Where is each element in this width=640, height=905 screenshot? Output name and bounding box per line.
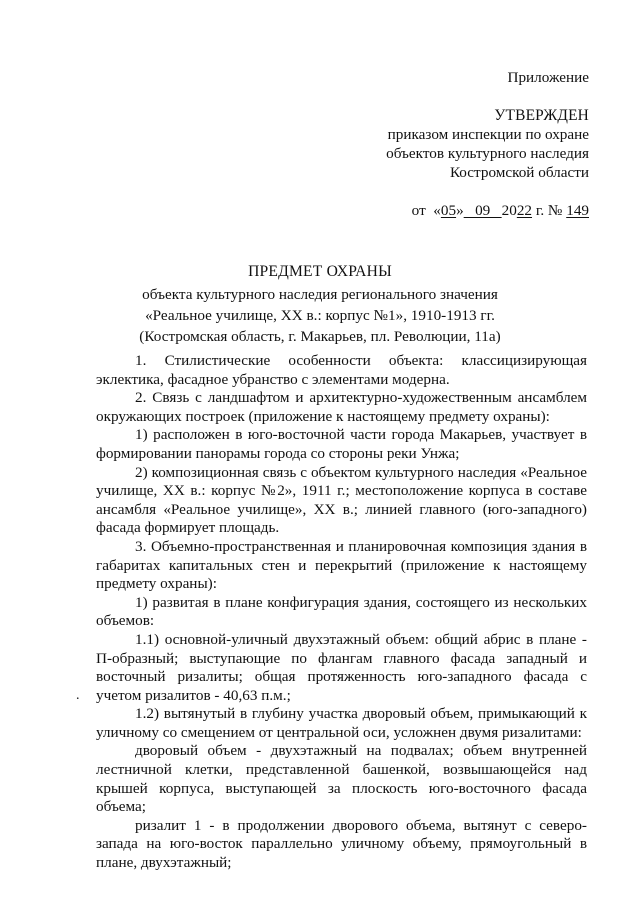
date-year-suffix: 22 <box>516 202 533 219</box>
document-title: ПРЕДМЕТ ОХРАНЫ <box>248 263 392 280</box>
paragraph-7: 1.1) основной-уличный двухэтажный объем: общий абрис в плане - П-образный; выступающие по флангам главного фасада западный и восточный ризалиты; общая протяженность юго-западного фасада с учетом ризалитов - 40,63 п.м.; <box>96 630 587 704</box>
paragraph-2: 2. Связь с ландшафтом и архитектурно-художественным ансамблем окружающих построек (приложение к настоящему предмету охраны): <box>96 389 587 425</box>
approval-header <box>386 68 589 239</box>
order-line-3: Костромской области <box>449 164 589 181</box>
title-line-3: (Костромская область, г. Макарьев, пл. Революции, 11а) <box>139 328 501 345</box>
date-prefix: от « <box>411 202 441 219</box>
order-date-line <box>386 182 589 239</box>
paragraph-5: 3. Объемно-пространственная и планировочная композиция здания в габаритах капитальных стен и перекрытий (приложение к настоящему предмету охраны): <box>96 537 587 593</box>
paragraph-3: 1) расположен в юго-восточной части города Макарьев, участвует в формировании панорамы города со стороны реки Унжа; <box>96 426 587 462</box>
date-mid: » <box>456 202 464 219</box>
order-line-2: объектов культурного наследия <box>386 145 589 162</box>
title-line-1: объекта культурного наследия регионального значения <box>142 286 498 303</box>
document-title-block <box>0 262 640 346</box>
order-line-1: приказом инспекции по охране <box>387 126 589 143</box>
paragraph-1: 1. Стилистические особенности объекта: классицизирующая эклектика, фасадное убранство с элементами модерна. <box>96 352 587 388</box>
order-number: 149 <box>566 202 589 219</box>
paragraph-9: дворовый объем - двухэтажный на подвалах; объем внутренней лестничной клетки, представленной башенкой, возвышающейся над крышей корпуса, выступающей за плоскость юго-восточного фасада объема; <box>96 742 587 816</box>
paragraph-4: 2) композиционная связь с объектом культурного наследия «Реальное училище, XX в.: корпус №2», 1911 г.; местоположение корпуса в составе ансамбля «Реальное училище», XX в.; линией главного (юго-западного) фасада формирует площадь. <box>96 463 587 537</box>
date-year-g: г. № <box>532 202 567 219</box>
date-day: 05 <box>440 202 457 219</box>
date-month: 09 <box>463 202 502 219</box>
date-year-prefix: 20 <box>501 202 517 219</box>
margin-dot: . <box>76 688 80 703</box>
paragraph-10: ризалит 1 - в продолжении дворового объема, вытянут с северо-запада на юго-восток параллельно уличному объему, прямоугольный в плане, двухэтажный; <box>96 816 587 872</box>
approved-label: УТВЕРЖДЕН <box>494 107 589 124</box>
document-body <box>96 352 587 873</box>
title-line-2: «Реальное училище, XX в.: корпус №1», 1910-1913 гг. <box>145 307 495 324</box>
appendix-label: Приложение <box>507 69 589 86</box>
paragraph-8: 1.2) вытянутый в глубину участка дворовый объем, примыкающий к уличному со смещением от центральной оси, усложнен двумя ризалитами: <box>96 705 587 741</box>
paragraph-6: 1) развитая в плане конфигурация здания, состоящего из нескольких объемов: <box>96 593 587 630</box>
